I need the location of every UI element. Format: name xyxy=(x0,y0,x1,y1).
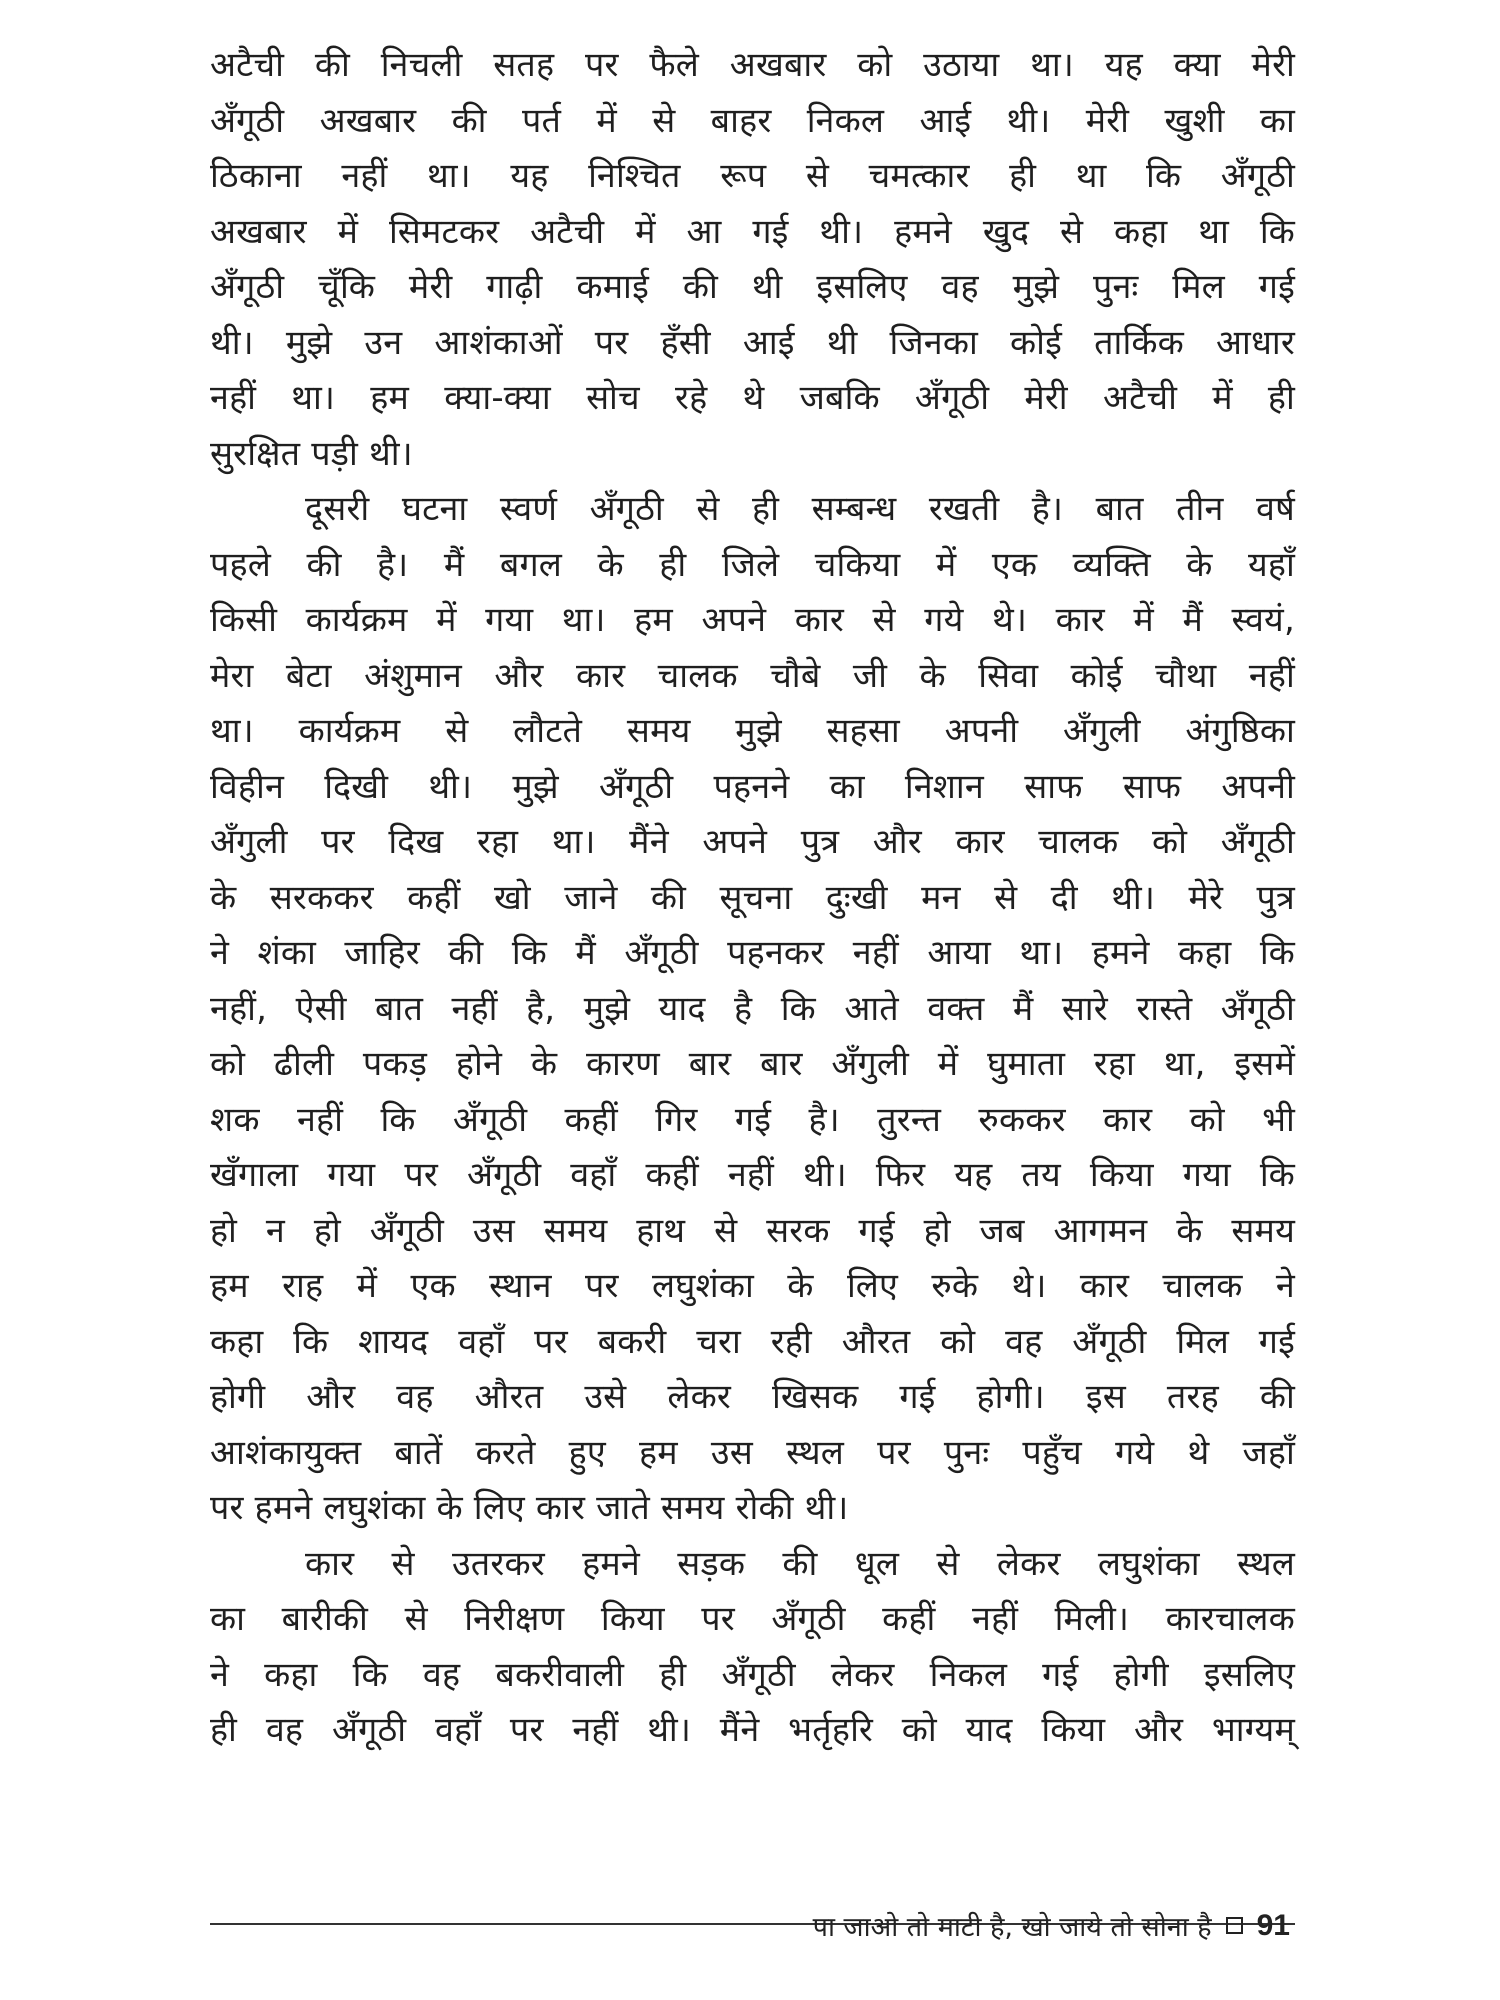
paragraph-1 xyxy=(210,38,1295,482)
text-line: ने शंका जाहिर की कि मैं अँगूठी पहनकर नहीं आया था। हमने कहा कि xyxy=(210,933,1295,973)
text-line: हो न हो अँगूठी उस समय हाथ से सरक गई हो जब आगमन के समय xyxy=(210,1210,1295,1251)
running-footer-title: पा जाओ तो माटी है, खो जाये तो सोना है xyxy=(812,1912,1212,1943)
text-line: पहले की है। मैं बगल के ही जिले चकिया में एक व्यक्ति के यहाँ xyxy=(210,544,1295,585)
paragraph-3 xyxy=(210,1537,1295,1759)
text-line: का बारीकी से निरीक्षण किया पर अँगूठी कहीं नहीं मिली। कारचालक xyxy=(210,1599,1295,1639)
text-line: थी। मुझे उन आशंकाओं पर हँसी आई थी जिनका कोई तार्किक आधार xyxy=(210,322,1295,363)
text-line: मेरा बेटा अंशुमान और कार चालक चौबे जी के सिवा कोई चौथा नहीं xyxy=(210,655,1295,696)
text-line: आशंकायुक्त बातें करते हुए हम उस स्थल पर पुनः पहुँच गये थे जहाँ xyxy=(210,1432,1295,1473)
text-line: ठिकाना नहीं था। यह निश्चित रूप से चमत्कार ही था कि अँगूठी xyxy=(210,156,1295,196)
text-line: ही वह अँगूठी वहाँ पर नहीं थी। मैंने भर्तृहरि को याद किया और भाग्यम् xyxy=(210,1710,1295,1750)
text-line: दूसरी घटना स्वर्ण अँगूठी से ही सम्बन्ध रखती है। बात तीन वर्ष xyxy=(305,489,1295,529)
text-line: नहीं, ऐसी बात नहीं है, मुझे याद है कि आते वक्त मैं सारे रास्ते अँगूठी xyxy=(210,988,1295,1029)
text-line: कार से उतरकर हमने सड़क की धूल से लेकर लघुशंका स्थल xyxy=(305,1543,1295,1584)
text-line: अखबार में सिमटकर अटैची में आ गई थी। हमने खुद से कहा था कि xyxy=(210,211,1295,252)
body-text xyxy=(210,38,1295,1759)
text-line: विहीन दिखी थी। मुझे अँगूठी पहनने का निशान साफ साफ अपनी xyxy=(210,766,1295,807)
text-line: अँगुली पर दिख रहा था। मैंने अपने पुत्र और कार चालक को अँगूठी xyxy=(210,822,1295,862)
text-line: होगी और वह औरत उसे लेकर खिसक गई होगी। इस तरह की xyxy=(210,1377,1295,1417)
page-number: 91 xyxy=(1256,1908,1290,1942)
text-line: शक नहीं कि अँगूठी कहीं गिर गई है। तुरन्त रुककर कार को भी xyxy=(210,1099,1295,1140)
book-page xyxy=(210,38,1295,1908)
text-line: नहीं था। हम क्या-क्या सोच रहे थे जबकि अँगूठी मेरी अटैची में ही xyxy=(210,378,1295,418)
text-line: को ढीली पकड़ होने के कारण बार बार अँगुली में घुमाता रहा था, इसमें xyxy=(210,1044,1295,1084)
text-line: पर हमने लघुशंका के लिए कार जाते समय रोकी थी। xyxy=(210,1488,849,1528)
text-line: किसी कार्यक्रम में गया था। हम अपने कार से गये थे। कार में मैं स्वयं, xyxy=(210,600,1295,640)
text-line: अँगूठी अखबार की पर्त में से बाहर निकल आई थी। मेरी खुशी का xyxy=(210,100,1295,141)
text-line: अटैची की निचली सतह पर फैले अखबार को उठाया था। यह क्या मेरी xyxy=(210,45,1295,85)
text-line: कहा कि शायद वहाँ पर बकरी चरा रही औरत को वह अँगूठी मिल गई xyxy=(210,1321,1295,1362)
text-line: सुरक्षित पड़ी थी। xyxy=(210,433,413,474)
paragraph-2 xyxy=(210,482,1295,1537)
square-bullet-icon xyxy=(1226,1917,1243,1934)
text-line: अँगूठी चूँकि मेरी गाढ़ी कमाई की थी इसलिए वह मुझे पुनः मिल गई xyxy=(210,267,1295,307)
text-line: हम राह में एक स्थान पर लघुशंका के लिए रुके थे। कार चालक ने xyxy=(210,1266,1295,1306)
page-footer xyxy=(813,1907,1290,1944)
text-line: के सरककर कहीं खो जाने की सूचना दुःखी मन से दी थी। मेरे पुत्र xyxy=(210,877,1295,918)
text-line: खँगाला गया पर अँगूठी वहाँ कहीं नहीं थी। फिर यह तय किया गया कि xyxy=(210,1155,1295,1195)
text-line: था। कार्यक्रम से लौटते समय मुझे सहसा अपनी अँगुली अंगुष्ठिका xyxy=(210,711,1295,751)
text-line: ने कहा कि वह बकरीवाली ही अँगूठी लेकर निकल गई होगी इसलिए xyxy=(210,1654,1295,1695)
